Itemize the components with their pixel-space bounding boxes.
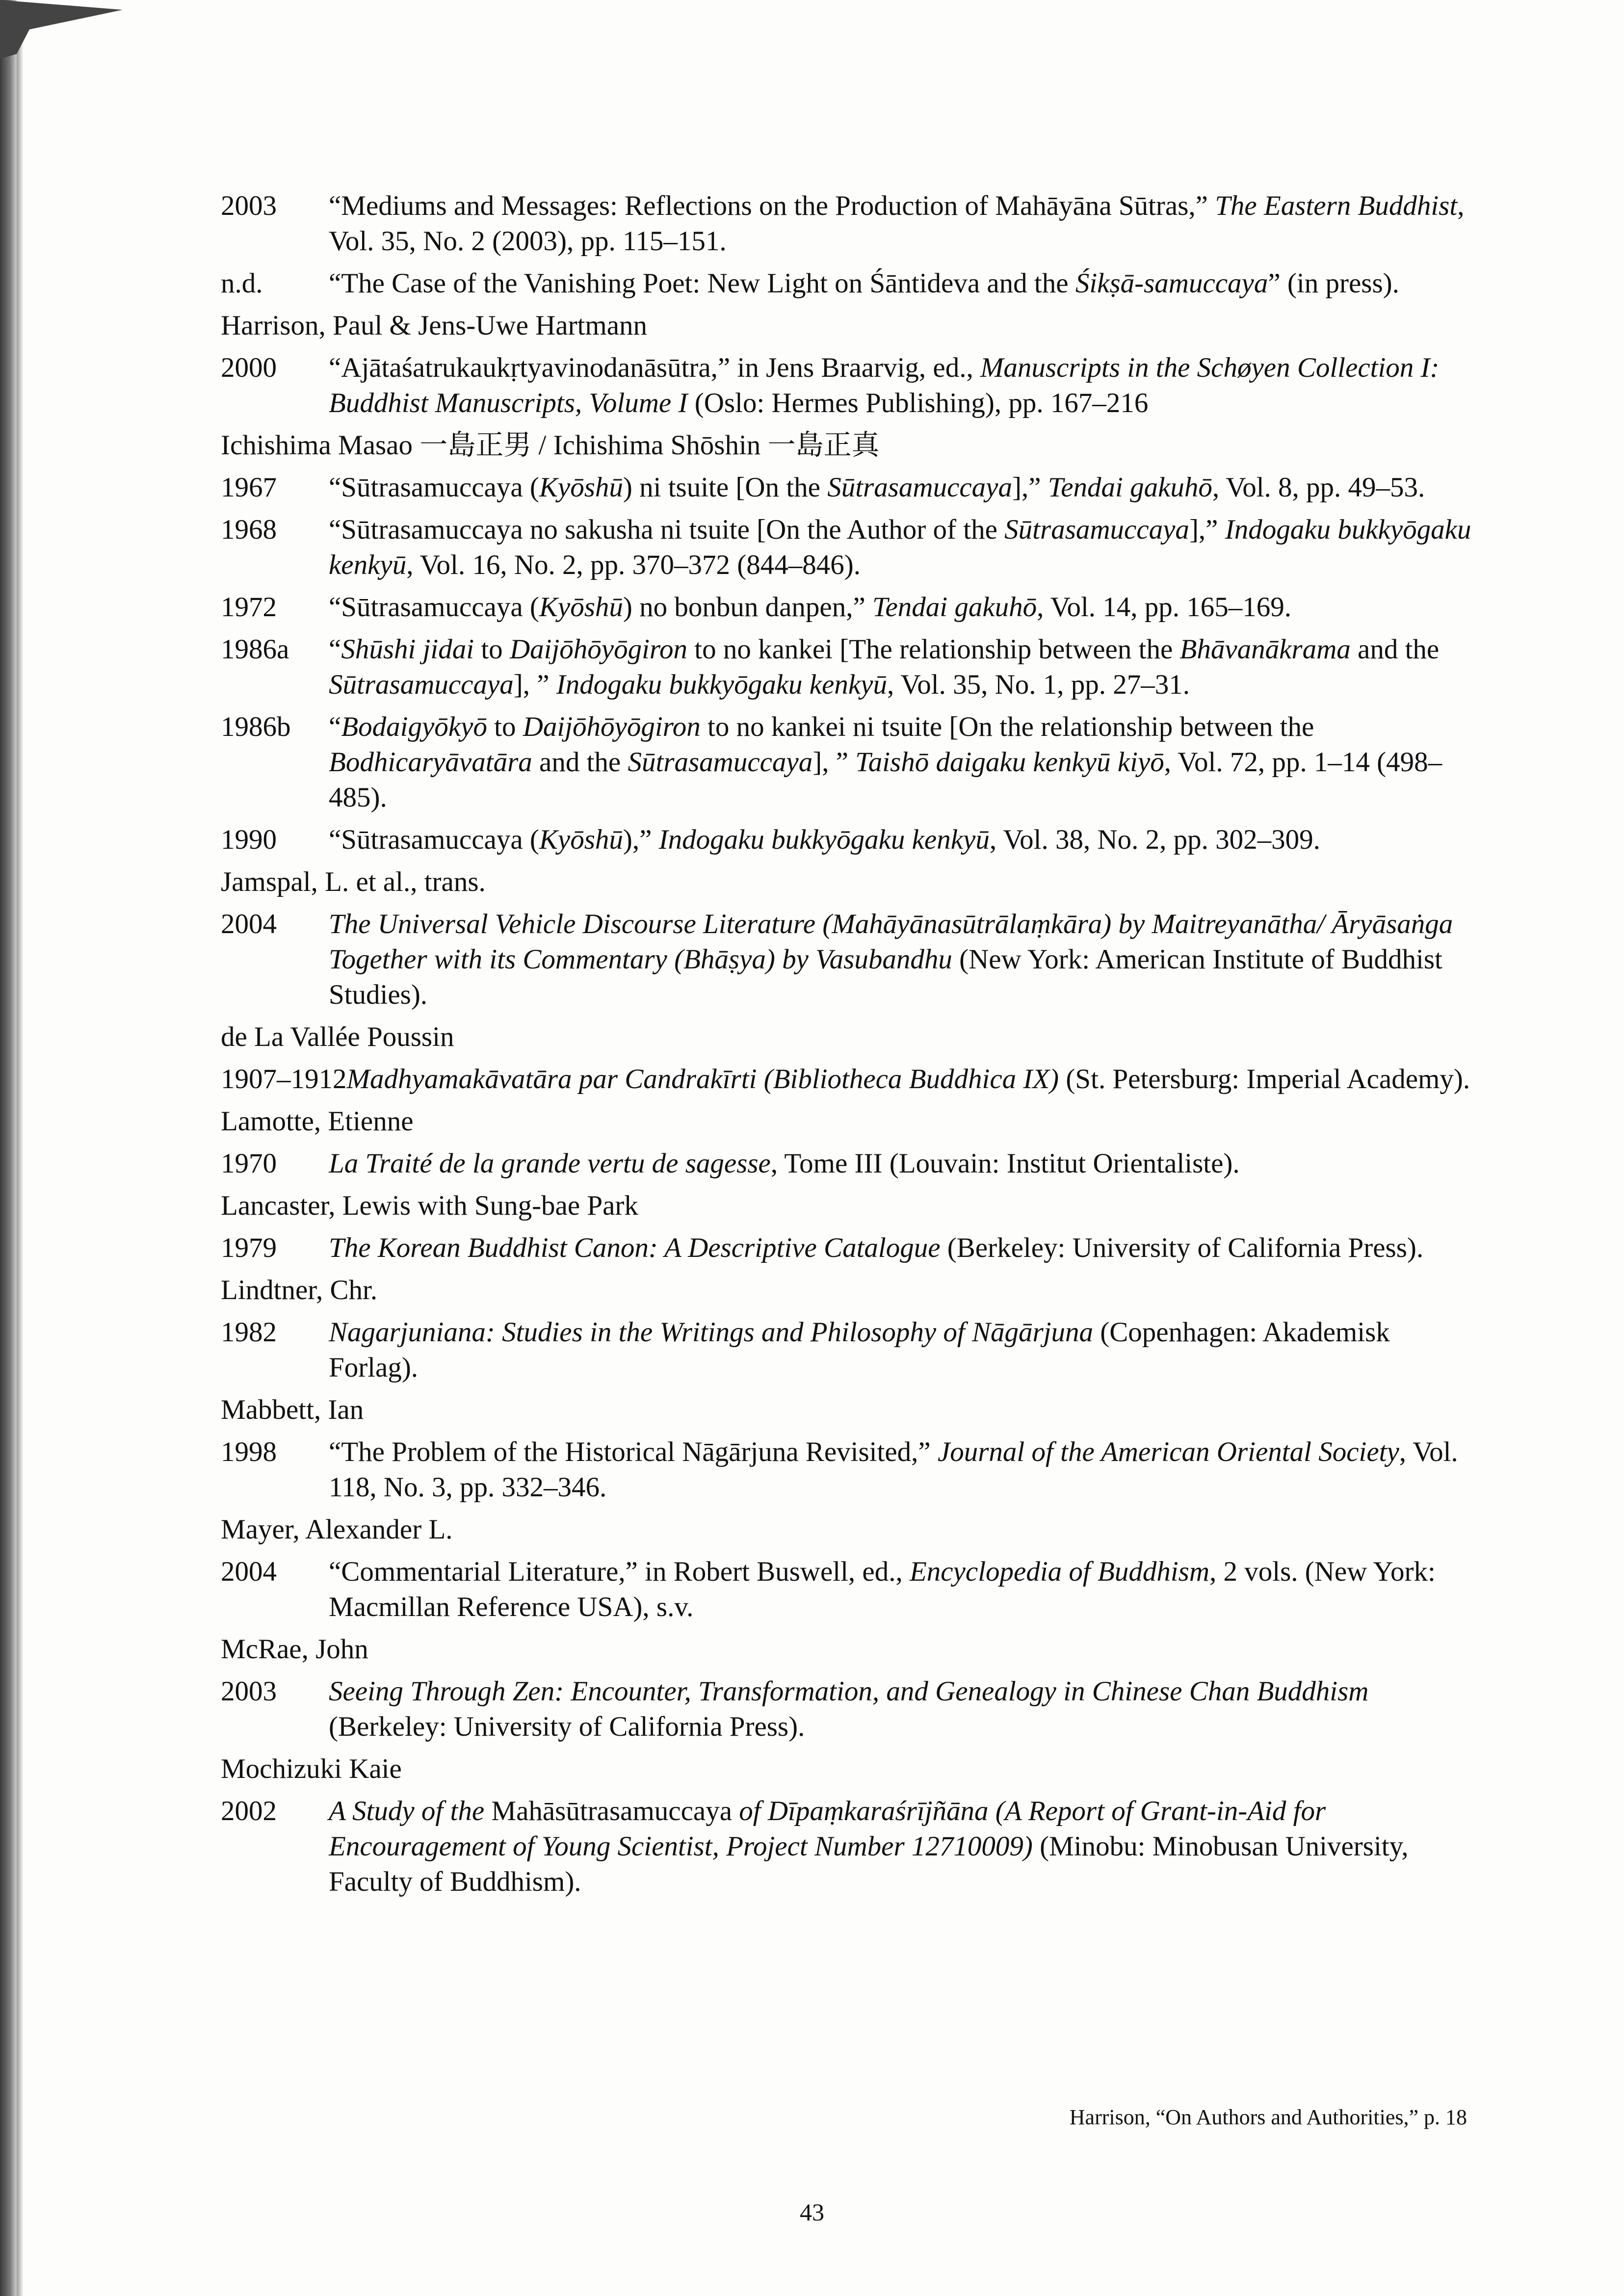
entry-citation: [329, 709, 1477, 815]
entry-year: 2004: [221, 1556, 277, 1587]
bibliography-entry: [221, 266, 1477, 301]
citation-text: , Tome III (Louvain: Institut Orientaliste).: [770, 1148, 1240, 1179]
entry-year: 1986b: [221, 711, 291, 742]
citation-text: (Copenhagen: Akademisk Forlag).: [329, 1317, 1390, 1383]
citation-text: , Vol. 35, No. 1, pp. 27–31.: [887, 669, 1190, 700]
citation-text: ),”: [623, 824, 659, 855]
citation-text: “Ajātaśatrukaukṛtyavinodanāsūtra,” in Jens Braarvig, ed.,: [329, 352, 980, 383]
citation-title-italic: Sūtrasamuccaya: [628, 747, 813, 778]
entry-citation: [329, 512, 1477, 583]
bibliography-entry: [221, 188, 1477, 259]
scan-edge-gradient: [17, 39, 24, 2296]
citation-text: (St. Petersburg: Imperial Academy).: [1059, 1064, 1470, 1095]
citation-title-italic: Daijōhōyōgiron: [509, 634, 687, 665]
bibliography-entry: [221, 350, 1477, 421]
entry-citation: [329, 1674, 1477, 1745]
author-heading: de La Vallée Poussin: [221, 1021, 454, 1052]
citation-title-italic: The Eastern Buddhist: [1215, 190, 1458, 221]
citation-text: “Sūtrasamuccaya (: [329, 472, 539, 503]
citation-text: “Sūtrasamuccaya (: [329, 592, 539, 623]
citation-text: “: [329, 711, 341, 742]
citation-text: (Berkeley: University of California Press).: [329, 1711, 805, 1742]
bibliography-entry: [221, 1435, 1477, 1505]
citation-title-italic: Daijōhōyōgiron: [523, 711, 701, 742]
bibliography-entry: [221, 632, 1477, 703]
citation-text: to no kankei ni tsuite [On the relationship between the: [700, 711, 1314, 742]
bibliography-entry: [221, 470, 1477, 505]
citation-text: to no kankei [The relationship between the: [687, 634, 1180, 665]
bibliography-entry: [221, 1315, 1477, 1385]
citation-text: , Vol. 14, pp. 165–169.: [1037, 592, 1292, 623]
citation-title-italic: A Study of the: [329, 1796, 492, 1826]
author-heading: Mabbett, Ian: [221, 1394, 364, 1425]
citation-text: ],”: [1189, 514, 1225, 545]
citation-title-italic: Bodhicaryāvatāra: [329, 747, 532, 778]
citation-text: , Vol. 35, No. 2 (2003), pp. 115–151.: [329, 190, 1465, 257]
citation-title-italic: of Dīpaṃkaraśrījñāna (A Report of Grant-in-Aid for Encouragement of Young Scientist, Project Number 12710009): [329, 1796, 1326, 1862]
citation-title-italic: Seeing Through Zen: Encounter, Transformation, and Genealogy in Chinese Chan Buddhism: [329, 1676, 1369, 1707]
citation-text: “Commentarial Literature,” in Robert Buswell, ed.,: [329, 1556, 910, 1587]
bibliography-entry: [221, 1230, 1477, 1266]
author-heading: Lindtner, Chr.: [221, 1275, 378, 1305]
entry-citation: [347, 1062, 1477, 1097]
entry-year: 2002: [221, 1796, 277, 1826]
entry-citation: [329, 907, 1477, 1013]
entry-year: n.d.: [221, 268, 263, 299]
citation-title-italic: Indogaku bukkyōgaku kenkyū: [658, 824, 990, 855]
entry-year: 1990: [221, 824, 277, 855]
citation-title-italic: Bhāvanākrama: [1179, 634, 1351, 665]
citation-text: “Mediums and Messages: Reflections on the Production of Mahāyāna Sūtras,”: [329, 190, 1215, 221]
citation-title-italic: Journal of the American Oriental Society: [937, 1436, 1399, 1467]
author-heading: Jamspal, L. et al., trans.: [221, 866, 486, 897]
bibliography-entry: [221, 1062, 1477, 1097]
entry-year: 1979: [221, 1232, 277, 1263]
citation-text: ], ”: [812, 747, 856, 778]
citation-title-italic: La Traité de la grande vertu de sagesse: [329, 1148, 771, 1179]
citation-title-italic: Sūtrasamuccaya: [1004, 514, 1189, 545]
citation-text: and the: [1350, 634, 1440, 665]
citation-title-italic: Madhyamakāvatāra par Candrakīrti (Bibliotheca Buddhica IX): [346, 1064, 1059, 1095]
page-number: 43: [800, 2198, 824, 2226]
citation-text: “Sūtrasamuccaya (: [329, 824, 539, 855]
scan-corner-shadow: [0, 0, 128, 59]
entry-year: 1970: [221, 1148, 277, 1179]
citation-title-italic: Śikṣā-samuccaya: [1075, 268, 1268, 299]
bibliography-entry: [221, 1146, 1477, 1181]
citation-title-italic: Encyclopedia of Buddhism: [909, 1556, 1210, 1587]
entry-citation: [329, 1230, 1477, 1266]
entry-year: 2003: [221, 1676, 277, 1707]
scan-edge-shadow: [0, 0, 17, 2296]
entry-citation: [329, 188, 1477, 259]
bibliography-entry: [221, 590, 1477, 625]
bibliography-entry: [221, 512, 1477, 583]
citation-title-italic: Tendai gakuhō: [1048, 472, 1212, 503]
citation-text: ) no bonbun danpen,”: [623, 592, 873, 623]
author-heading: Harrison, Paul & Jens-Uwe Hartmann: [221, 310, 648, 341]
citation-text: to: [487, 711, 523, 742]
bibliography-entry: [221, 709, 1477, 815]
citation-title-italic: Taishō daigaku kenkyū kiyō: [855, 747, 1164, 778]
bibliography-entry: [221, 1674, 1477, 1745]
entry-year: 2003: [221, 190, 277, 221]
author-heading: Ichishima Masao 一島正男 / Ichishima Shōshin 一島正真: [221, 430, 880, 461]
entry-citation: [329, 1794, 1477, 1900]
bibliography-entry: [221, 822, 1477, 858]
author-heading: Mochizuki Kaie: [221, 1753, 402, 1784]
entry-year: 1967: [221, 472, 277, 503]
citation-text: , Vol. 8, pp. 49–53.: [1212, 472, 1425, 503]
entry-citation: [329, 1554, 1477, 1625]
citation-title-italic: Tendai gakuhō: [872, 592, 1037, 623]
entry-citation: [329, 266, 1477, 301]
citation-text: , Vol. 72, pp. 1–14 (498–485).: [329, 747, 1442, 813]
citation-title-italic: Sūtrasamuccaya: [827, 472, 1012, 503]
entry-year: 1968: [221, 514, 277, 545]
entry-citation: [329, 632, 1477, 703]
entry-citation: [329, 822, 1477, 858]
citation-title-italic: Shūshi jidai: [341, 634, 474, 665]
citation-title-italic: Kyōshū: [539, 472, 623, 503]
citation-text: “: [329, 634, 341, 665]
entry-year: 2004: [221, 909, 277, 939]
entry-year: 1907–1912: [221, 1064, 347, 1095]
entry-citation: [329, 1435, 1477, 1505]
author-heading: Lamotte, Etienne: [221, 1106, 414, 1137]
entry-citation: [329, 1315, 1477, 1385]
citation-text: and the: [532, 747, 628, 778]
bibliography-entry: [221, 907, 1477, 1013]
bibliography-entry: [221, 1794, 1477, 1900]
entry-year: 1998: [221, 1436, 277, 1467]
citation-title-italic: Sūtrasamuccaya: [329, 669, 514, 700]
citation-text: ” (in press).: [1268, 268, 1399, 299]
entry-year: 1972: [221, 592, 277, 623]
citation-title-italic: Kyōshū: [539, 824, 623, 855]
bibliography-entry: [221, 1554, 1477, 1625]
citation-text: , 2 vols. (New York: Macmillan Reference USA), s.v.: [329, 1556, 1436, 1622]
citation-text: , Vol. 38, No. 2, pp. 302–309.: [989, 824, 1320, 855]
citation-title-italic: Nagarjuniana: Studies in the Writings and Philosophy of Nāgārjuna: [329, 1317, 1094, 1348]
entry-citation: [329, 590, 1477, 625]
citation-text: , Vol. 16, No. 2, pp. 370–372 (844–846).: [406, 549, 861, 580]
author-heading: Lancaster, Lewis with Sung-bae Park: [221, 1190, 638, 1221]
bibliography-list: [221, 188, 1477, 1906]
citation-text: Mahāsūtrasamuccaya: [491, 1796, 733, 1826]
entry-citation: [329, 470, 1477, 505]
citation-text: (Minobu: Minobusan University, Faculty of Buddhism).: [329, 1831, 1409, 1897]
author-heading: Mayer, Alexander L.: [221, 1514, 453, 1545]
citation-text: ], ”: [513, 669, 556, 700]
citation-text: , Vol. 118, No. 3, pp. 332–346.: [329, 1436, 1458, 1503]
citation-text: “Sūtrasamuccaya no sakusha ni tsuite [On the Author of the: [329, 514, 1005, 545]
entry-year: 2000: [221, 352, 277, 383]
running-footer: Harrison, “On Authors and Authorities,” p. 18: [1069, 2105, 1467, 2129]
entry-citation: [329, 1146, 1477, 1181]
citation-text: “The Case of the Vanishing Poet: New Light on Śāntideva and the: [329, 268, 1075, 299]
entry-year: 1982: [221, 1317, 277, 1348]
citation-text: (Oslo: Hermes Publishing), pp. 167–216: [687, 388, 1149, 418]
citation-text: (Berkeley: University of California Press).: [940, 1232, 1424, 1263]
author-heading: McRae, John: [221, 1634, 368, 1665]
entry-citation: [329, 350, 1477, 421]
citation-title-italic: Bodaigyōkyō: [341, 711, 487, 742]
citation-title-italic: The Universal Vehicle Discourse Literature (Mahāyānasūtrālaṃkāra) by Maitreyanātha/ Āryāsaṅga Together with its Commentary (Bhāṣya) by Vasubandhu: [329, 909, 1453, 975]
citation-text: “The Problem of the Historical Nāgārjuna Revisited,”: [329, 1436, 938, 1467]
citation-title-italic: The Korean Buddhist Canon: A Descriptive Catalogue: [329, 1232, 941, 1263]
citation-text: ],”: [1012, 472, 1048, 503]
citation-title-italic: Manuscripts in the Schøyen Collection I: Buddhist Manuscripts, Volume I: [329, 352, 1440, 418]
citation-text: (New York: American Institute of Buddhist Studies).: [329, 944, 1442, 1010]
citation-title-italic: Indogaku bukkyōgaku kenkyū: [329, 514, 1471, 580]
citation-title-italic: Indogaku bukkyōgaku kenkyū: [556, 669, 887, 700]
citation-title-italic: Kyōshū: [539, 592, 623, 623]
citation-text: to: [474, 634, 510, 665]
citation-text: ) ni tsuite [On the: [623, 472, 828, 503]
entry-year: 1986a: [221, 634, 289, 665]
